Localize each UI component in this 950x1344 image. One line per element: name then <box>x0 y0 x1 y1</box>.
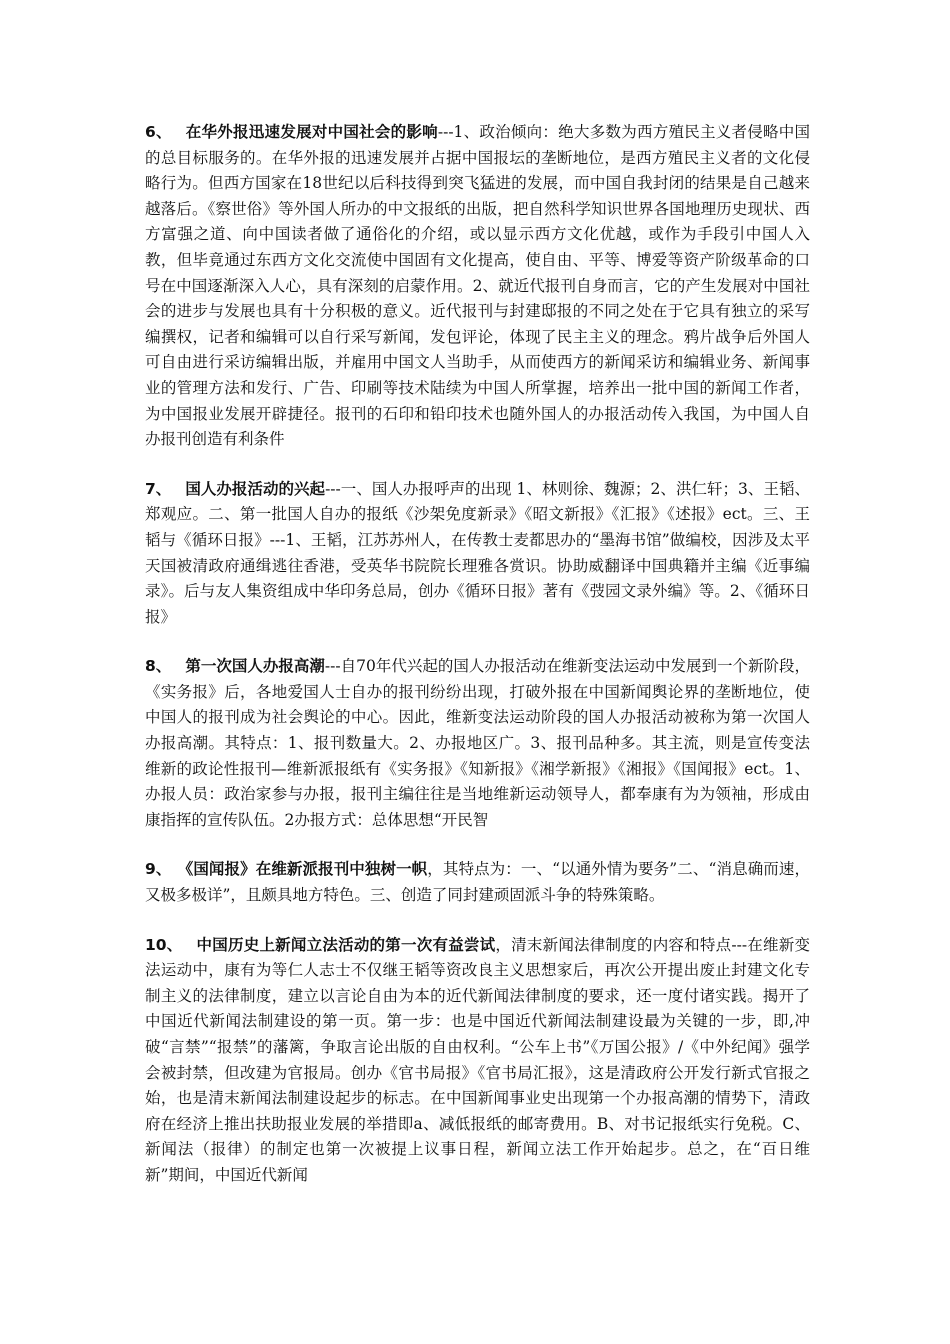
section-heading: 《国闻报》在维新派报刊中独树一帜 <box>185 860 428 879</box>
section-number: 6、 <box>145 123 172 141</box>
section-heading: 在华外报迅速发展对中国社会的影响 <box>185 123 438 141</box>
section-heading: 中国历史上新闻立法活动的第一次有益尝试 <box>196 935 496 954</box>
section-8 <box>145 654 810 833</box>
section-6 <box>145 120 810 453</box>
document-page <box>145 120 810 1213</box>
section-body: ---一、国人办报呼声的出现 1、林则徐、魏源；2、洪仁轩；3、王韬、郑观应。二、第一批国人自办的报纸《沙架免度新录》《昭文新报》《汇报》《述报》ect。三、王韬与《循环日报》---1、王韬，江苏苏州人，在传教士麦都思办的“墨海书馆”做编校，因涉及太平天国被清政府通缉逃往香港，受英华书院院长理雅各赏识。协助威翻译中国典籍并主编《近事编录》。后与友人集资组成中华印务总局，创办《循环日报》著有《弢园文录外编》等。2、《循环日报》 <box>145 479 810 626</box>
section-number: 7、 <box>145 479 172 498</box>
section-body: ---1、政治倾向：绝大多数为西方殖民主义者侵略中国的总目标服务的。在华外报的迅速发展并占据中国报坛的垄断地位，是西方殖民主义者的文化侵略行为。但西方国家在18世纪以后科技得到突飞猛进的发展，而中国自我封闭的结果是自己越来越落后。《察世俗》等外国人所办的中文报纸的出版，把自然科学知识世界各国地理历史现状、西方富强之道、向中国读者做了通俗化的介绍，或以显示西方文化优越，或作为手段引中国人入教，但毕竟通过东西方文化交流使中国固有文化提高，使自由、平等、博爱等资产阶级革命的口号在中国逐渐深入人心，具有深刻的启蒙作用。2、就近代报刊自身而言，它的产生发展对中国社会的进步与发展也具有十分积极的意义。近代报刊与封建邸报的不同之处在于它具有独立的采写编撰权，记者和编辑可以自行采写新闻，发包评论，体现了民主主义的理念。鸦片战争后外国人可自由进行采访编辑出版，并雇用中国文人当助手，从而使西方的新闻采访和编辑业务、新闻事业的管理方法和发行、广告、印刷等技术陆续为中国人所掌握，培养出一批中国的新闻工作者，为中国报业发展开辟捷径。报刊的石印和铅印技术也随外国人的办报活动传入我国，为中国人自办报刊创造有利条件 <box>145 123 810 449</box>
section-number: 9、 <box>145 860 172 879</box>
section-body: ，其特点为：一、“以通外情为要务”二、“消息确而速，又极多极详”，且颇具地方特色。三、创造了同封建顽固派斗争的特殊策略。 <box>145 860 810 905</box>
section-7 <box>145 477 810 631</box>
section-body: ，清末新闻法律制度的内容和特点---在维新变法运动中，康有为等仁人志士不仅继王韬等资改良主义思想家后，再次公开提出废止封建文化专制主义的法律制度，建立以言论自由为本的近代新闻法律制度的要求，还一度付诸实践。揭开了中国近代新闻法制建设的第一页。第一步：也是中国近代新闻法制建设最为关键的一步，即,冲破“言禁”“报禁”的藩篱，争取言论出版的自由权利。“公车上书”《万国公报》/《中外纪闻》强学会被封禁，但改建为官报局。创办《官书局报》《官书局汇报》，这是清政府公开发行新式官报之始，也是清末新闻法制建设起步的标志。在中国新闻事业史出现第一个办报高潮的情势下，清政府在经济上推出扶助报业发展的举措即a、减低报纸的邮寄费用。B、对书记报纸实行免税。C、新闻法（报律）的制定也第一次被提上议事日程，新闻立法工作开始起步。总之，在“百日维新”期间，中国近代新闻 <box>145 935 810 1184</box>
section-body: ---自70年代兴起的国人办报活动在维新变法运动中发展到一个新阶段，《实务报》后，各地爱国人士自办的报刊纷纷出现，打破外报在中国新闻舆论界的垄断地位，使中国人的报刊成为社会舆论的中心。因此，维新变法运动阶段的国人办报活动被称为第一次国人办报高潮。其特点：1、报刊数量大。2、办报地区广。3、报刊品种多。其主流，则是宣传变法维新的政论性报刊—维新派报纸有《实务报》《知新报》《湘学新报》《湘报》《国闻报》ect。1、办报人员：政治家参与办报，报刊主编往往是当地维新运动领导人，都奉康有为为领袖，形成由康指挥的宣传队伍。2办报方式：总体思想“开民智 <box>145 657 810 829</box>
section-10 <box>145 933 810 1189</box>
section-9 <box>145 857 810 908</box>
section-number: 10、 <box>145 935 183 954</box>
section-heading: 国人办报活动的兴起 <box>185 479 326 498</box>
section-heading: 第一次国人办报高潮 <box>185 657 325 676</box>
section-number: 8、 <box>145 657 172 676</box>
